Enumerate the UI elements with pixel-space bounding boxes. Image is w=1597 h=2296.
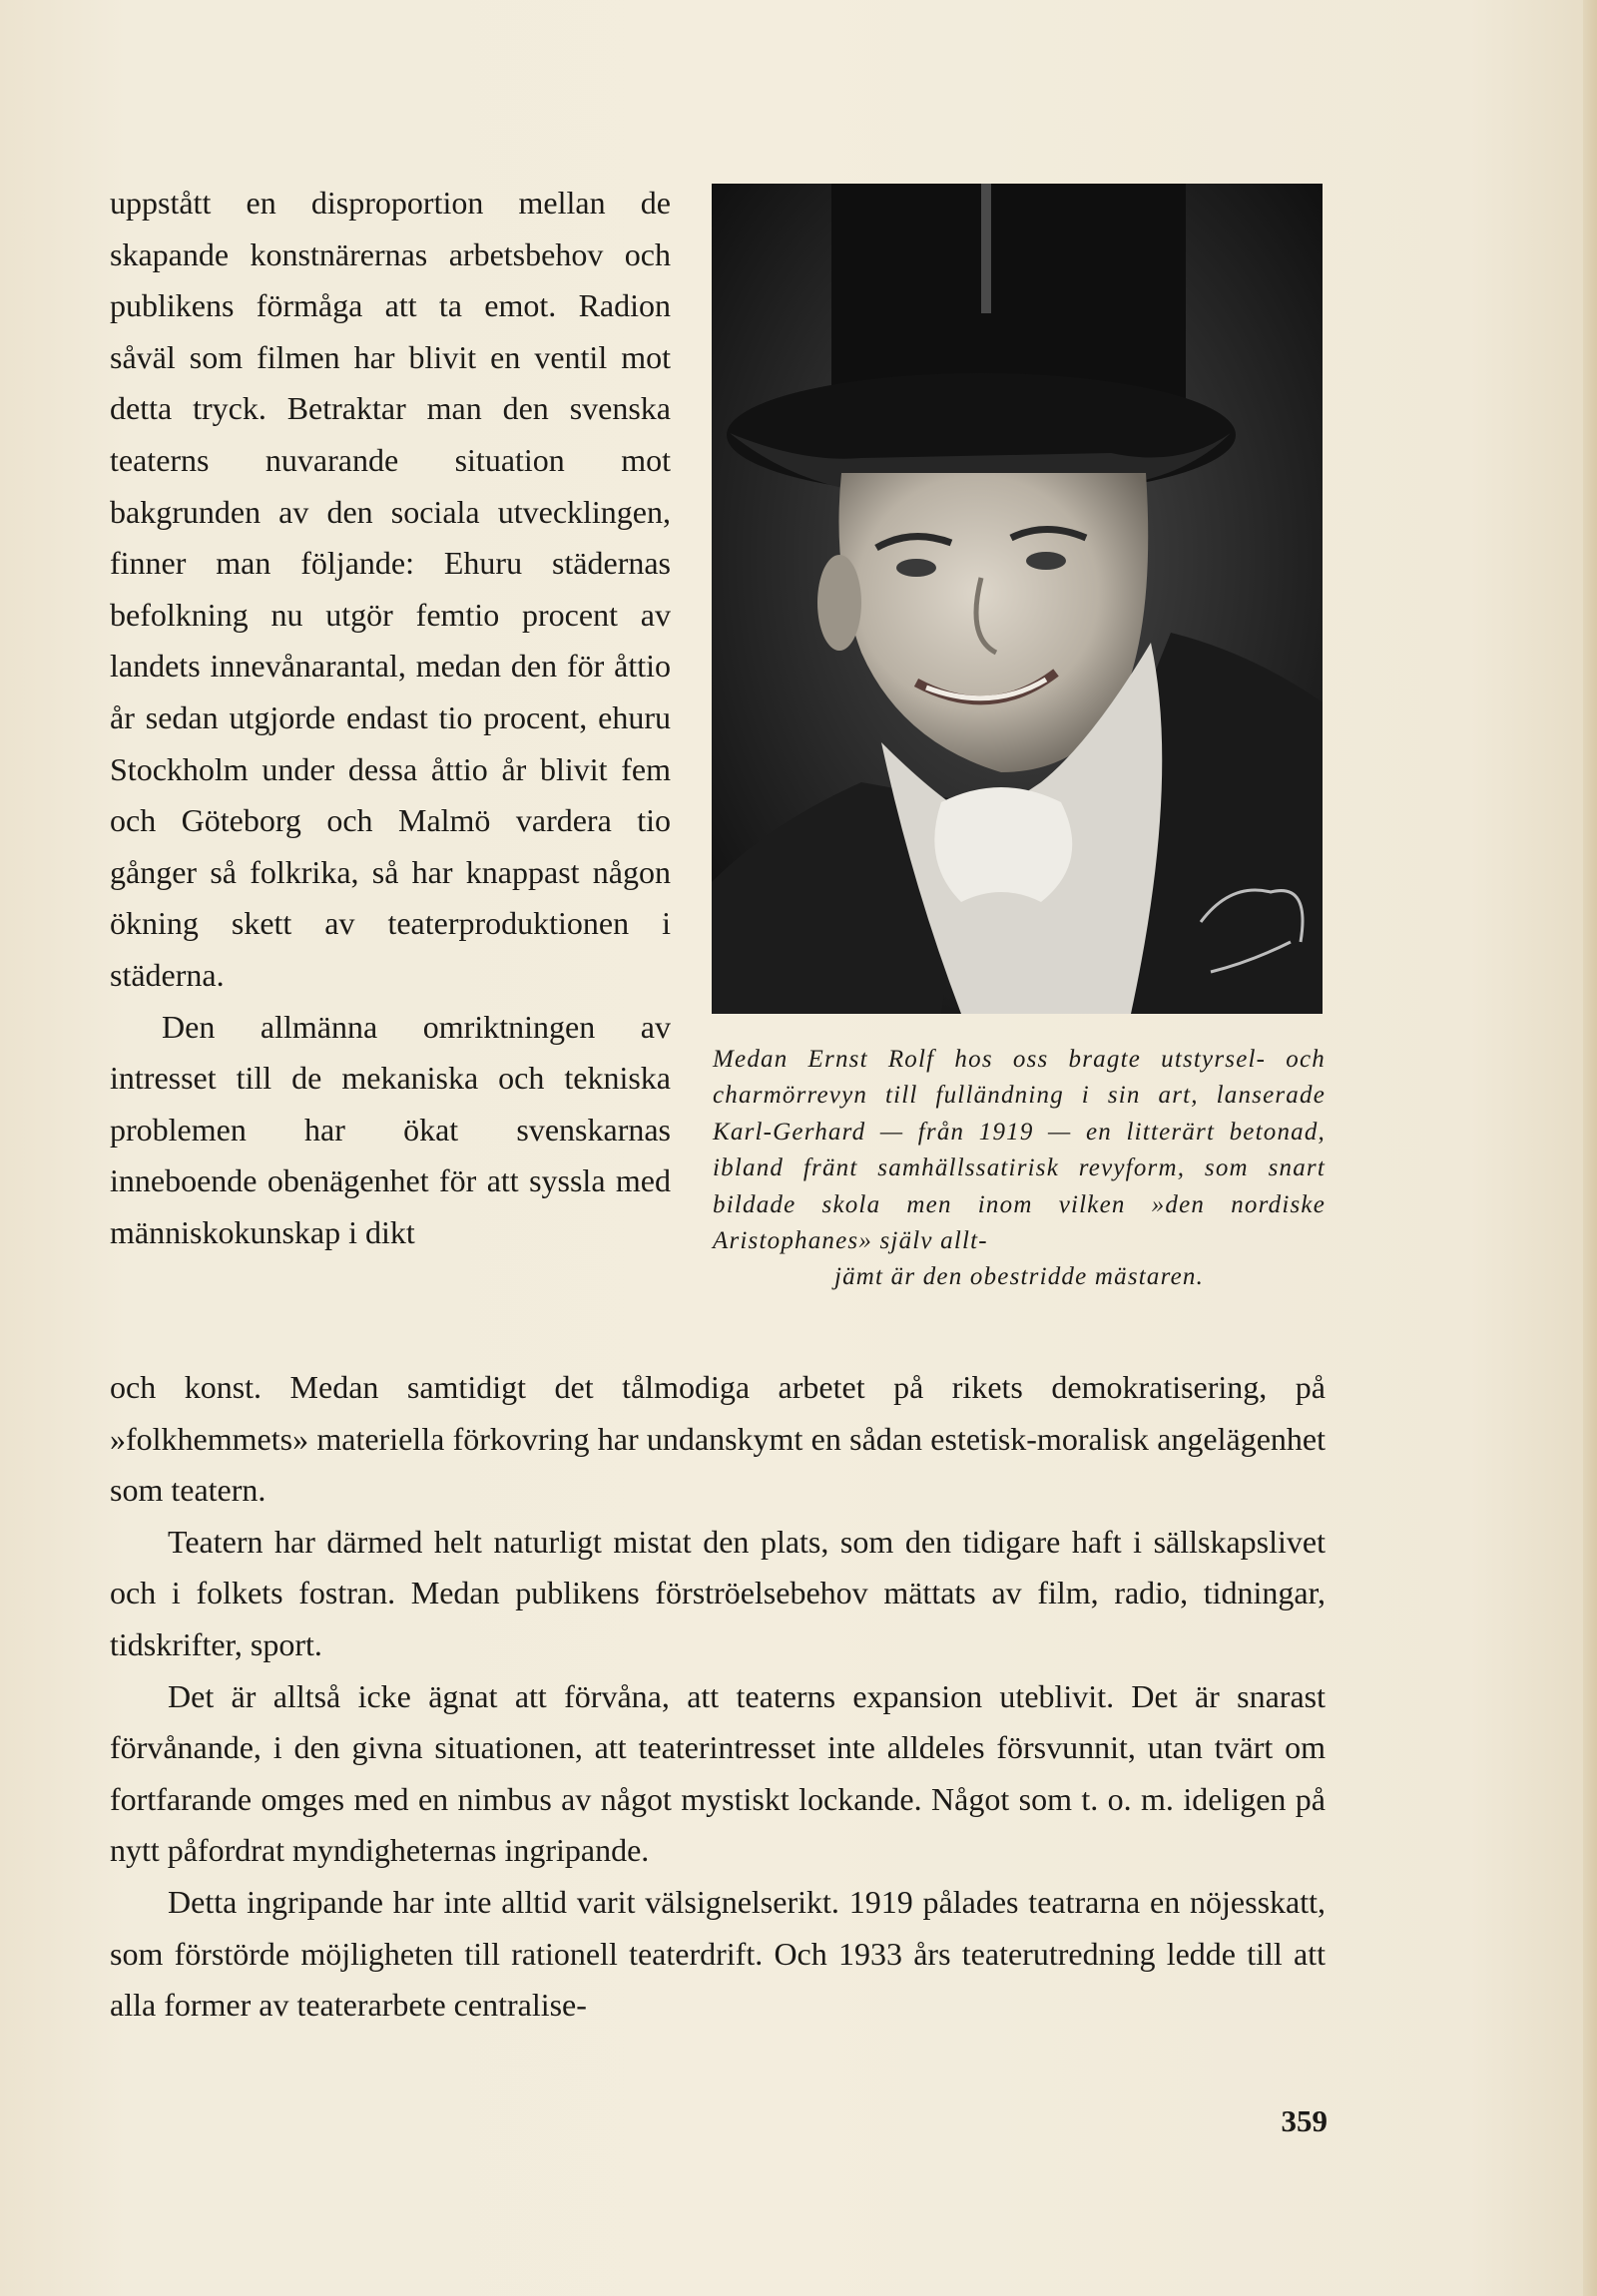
body-paragraph: Detta ingripande har inte alltid varit välsignelserikt. 1919 pålades teatrarna en nöjesskatt, som förstörde möjligheten till rationell teaterdrift. Och 1933 års teaterutredning ledde till att alla former av teaterarbete centralise-	[110, 1883, 1326, 2024]
caption-text: Medan Ernst Rolf hos oss bragte utstyrsel- och charmörrevyn till fulländning i sin art, lanserade Karl-Gerhard — från 1919 — en litterärt betonad, ibland fränt samhällssatirisk revyform, som snart bildade skola men inom vilken »den nordiske Aristophanes» själv allt-	[713, 1046, 1326, 1255]
caption-last-line: jämt är den obestridde mästaren.	[833, 1263, 1205, 1291]
portrait-photo	[712, 184, 1323, 1014]
left-text-column	[110, 178, 671, 1258]
body-paragraph: uppstått en disproportion mellan de skapande konstnärernas arbetsbehov och publikens förmåga att ta emot. Radion såväl som filmen har blivit en ventil mot detta tryck. Betraktar man den svenska teaterns nuvarande situation mot bakgrunden av den sociala utvecklingen, finner man följande: Ehuru städernas befolkning nu utgör femtio procent av landets innevånarantal, medan den för åttio år sedan utgjorde endast tio procent, ehuru Stockholm under dessa åttio år blivit fem och Göteborg och Malmö vardera tio gånger så folkrika, så har knappast någon ökning skett av teaterproduktionen i städerna.	[110, 185, 671, 993]
body-paragraph: Teatern har därmed helt naturligt mistat den plats, som den tidigare haft i sällskapslivet och i folkets fostran. Medan publikens förströelsebehov mättats av film, radio, tidningar, tidskrifter, sport.	[110, 1523, 1326, 1662]
page-edge	[1583, 0, 1597, 2296]
body-paragraph: Den allmänna omriktningen av intresset till de mekaniska och tekniska problemen har ökat svenskarnas inneboende obenägenhet för att syssla med människokunskap i dikt	[110, 1008, 671, 1250]
full-width-text	[110, 1362, 1326, 2032]
body-paragraph: och konst. Medan samtidigt det tålmodiga arbetet på rikets demokratisering, på »folkhemmets» materiella förkovring har undanskymt en sådan estetisk-moralisk angelägenhet som teatern.	[110, 1369, 1326, 1509]
body-paragraph: Det är alltså icke ägnat att förvåna, att teaterns expansion uteblivit. Det är snarast förvånande, i den givna situationen, att teaterintresset inte alldeles försvunnit, utan tvärt om fortfarande omges med en nimbus av något mystiskt lockande. Något som t. o. m. ideligen på nytt påfordrat myndigheternas ingripande.	[110, 1677, 1326, 1869]
photo-caption	[713, 1042, 1326, 1296]
portrait-illustration	[712, 184, 1323, 1014]
page-number: 359	[1281, 2103, 1328, 2138]
